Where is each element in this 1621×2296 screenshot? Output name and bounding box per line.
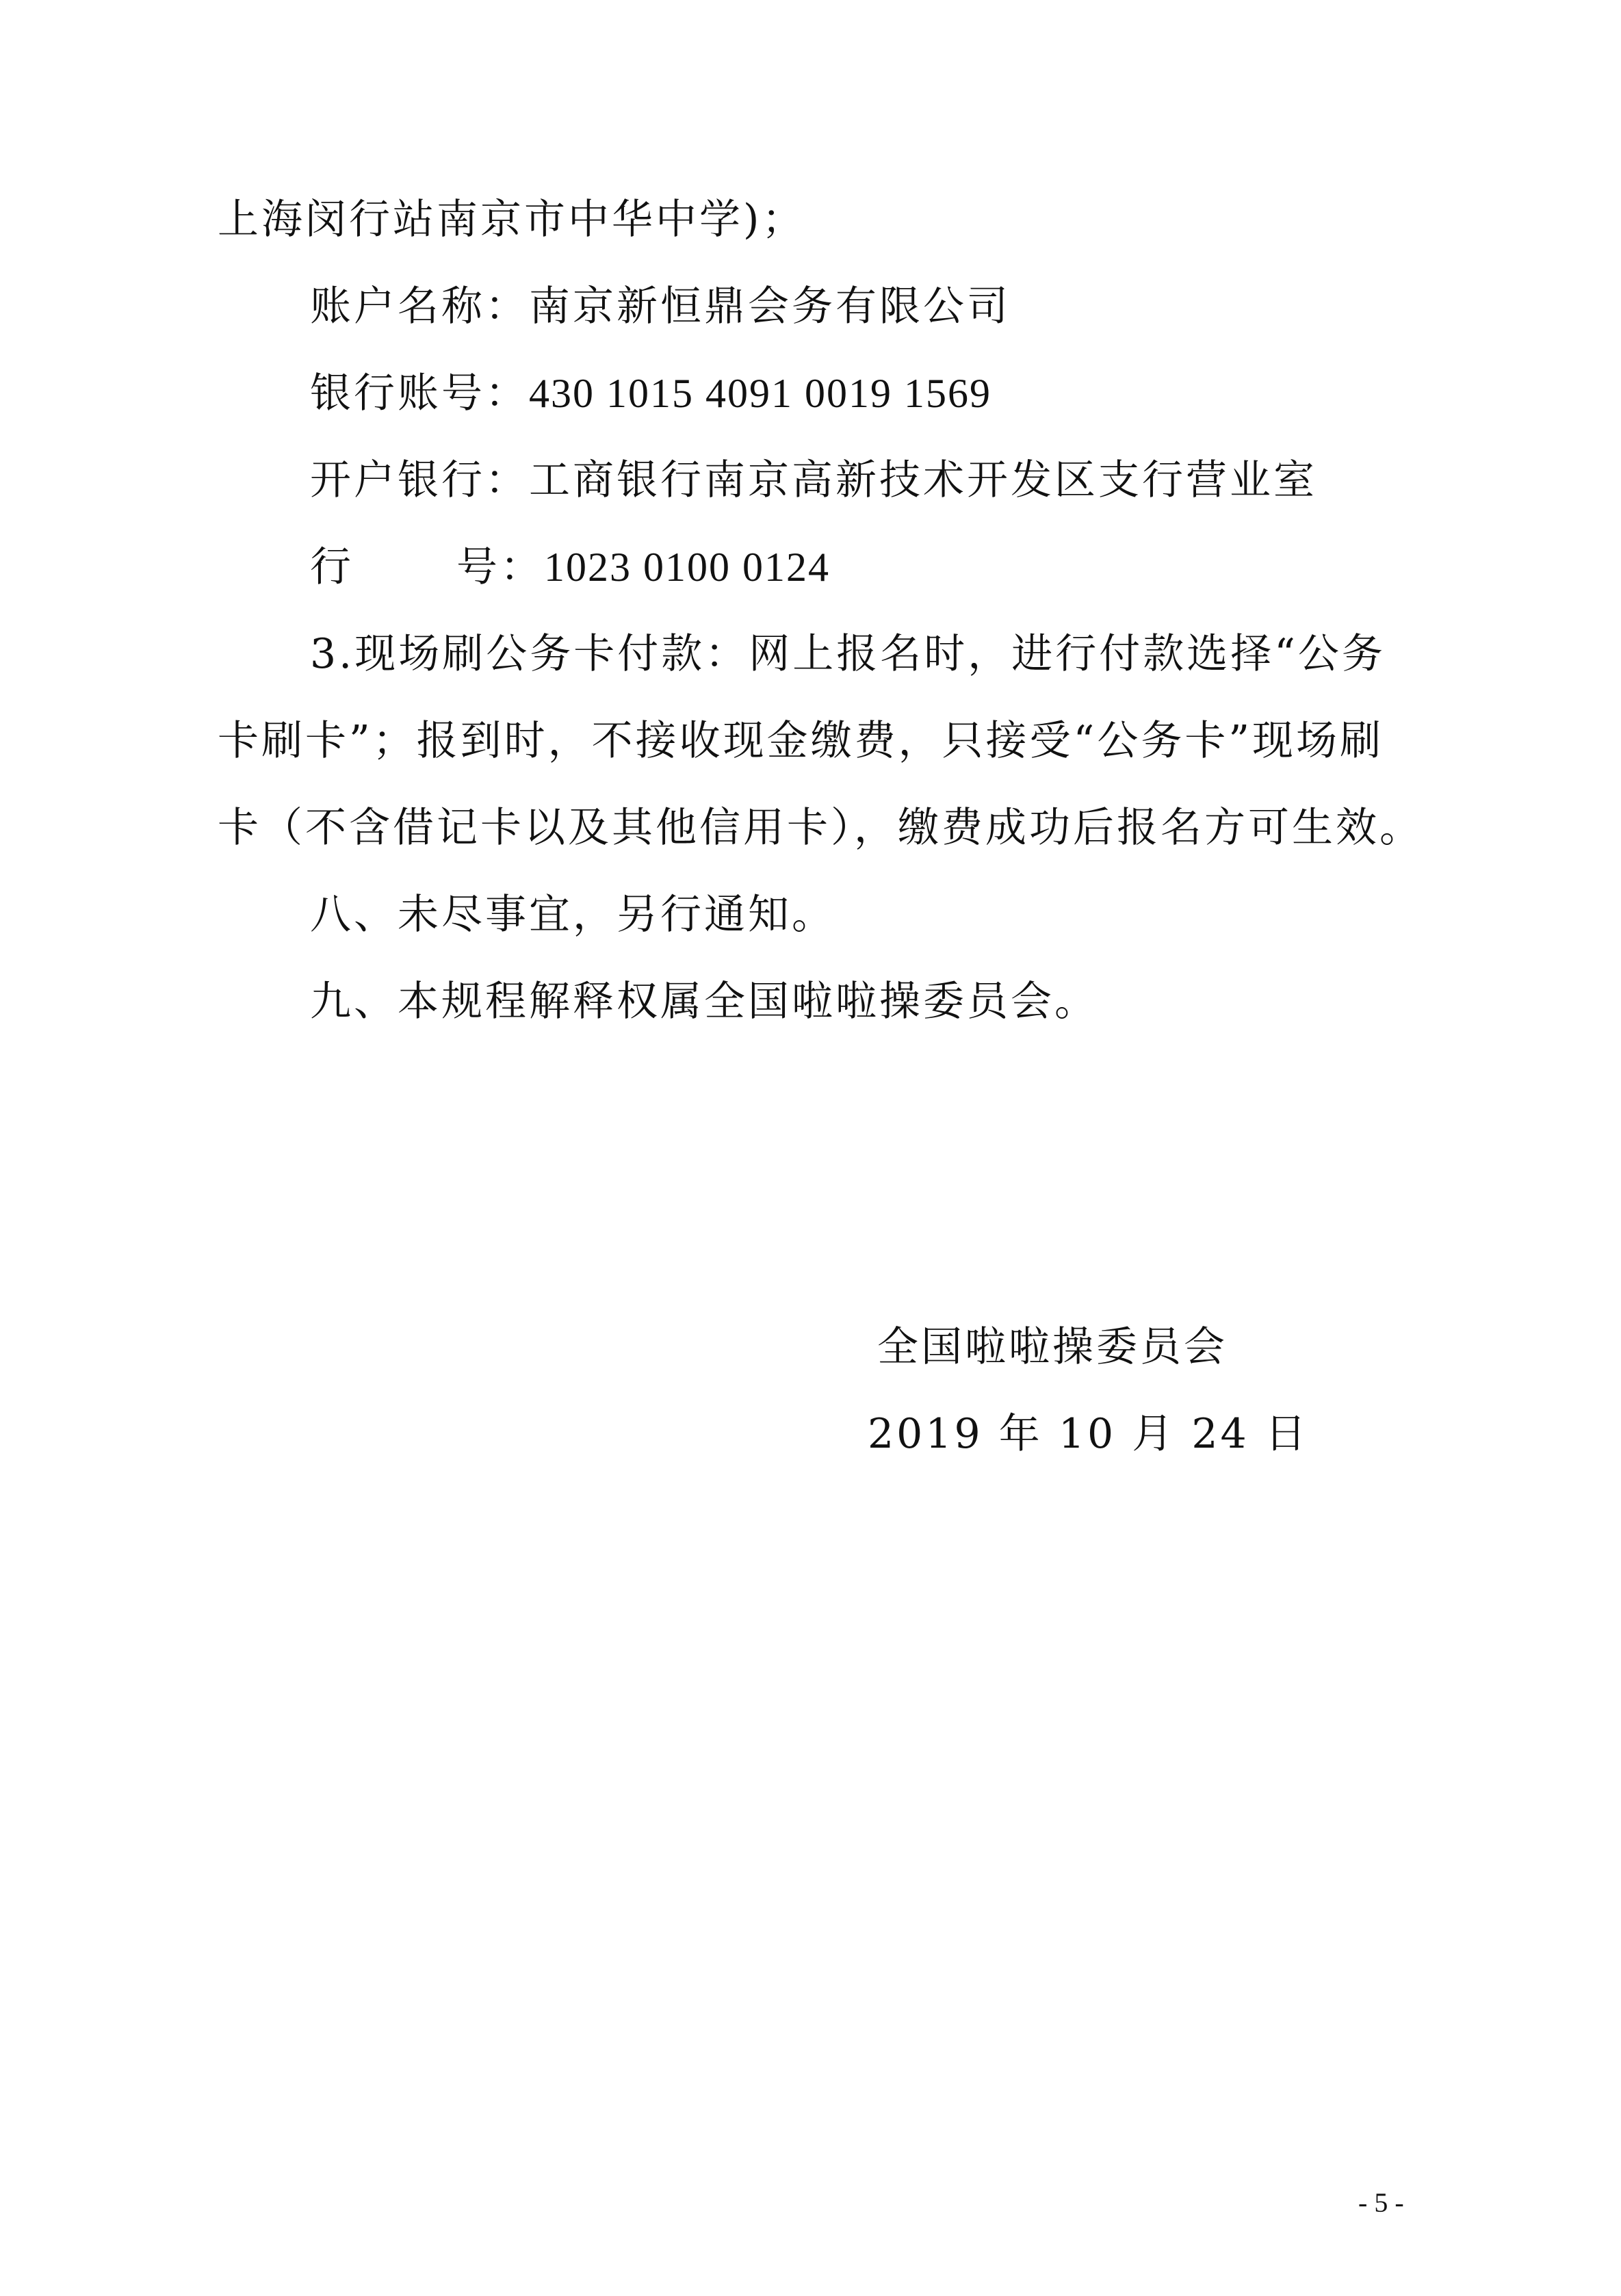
item-eight: 八、未尽事宜，另行通知。 bbox=[310, 891, 835, 939]
account-number-label: 银行账号： bbox=[310, 369, 529, 417]
bank-code-value: 1023 0100 0124 bbox=[544, 545, 830, 590]
bank-code-label-char2: 号： bbox=[456, 543, 544, 591]
bank-label: 开户银行： bbox=[310, 456, 529, 504]
account-name-line bbox=[310, 282, 1011, 331]
bank-code-label-char1: 行 bbox=[310, 543, 354, 591]
item-nine: 九、本规程解释权属全国啦啦操委员会。 bbox=[310, 978, 1098, 1026]
payment-paragraph-line-1: 3.现场刷公务卡付款：网上报名时，进行付款选择“公务 bbox=[310, 630, 1386, 678]
bank-value: 工商银行南京高新技术开发区支行营业室 bbox=[529, 456, 1317, 504]
signature-organization: 全国啦啦操委员会 bbox=[877, 1323, 1228, 1371]
signature-date: 2019 年 10 月 24 日 bbox=[868, 1410, 1309, 1458]
page-number: - 5 - bbox=[1358, 2187, 1404, 2218]
payment-paragraph-line-3: 卡（不含借记卡以及其他信用卡），缴费成功后报名方可生效。 bbox=[218, 804, 1423, 852]
account-name-label: 账户名称： bbox=[310, 283, 529, 330]
account-number-line bbox=[310, 369, 991, 418]
continuation-line: 上海闵行站南京市中华中学)； bbox=[218, 196, 806, 244]
account-name-value: 南京新恒鼎会务有限公司 bbox=[529, 283, 1011, 330]
account-number-value: 430 1015 4091 0019 1569 bbox=[529, 371, 991, 416]
bank-line bbox=[310, 456, 1317, 505]
payment-paragraph-line-2: 卡刷卡”；报到时，不接收现金缴费，只接受“公务卡”现场刷 bbox=[218, 717, 1384, 765]
bank-code-line bbox=[310, 543, 830, 592]
